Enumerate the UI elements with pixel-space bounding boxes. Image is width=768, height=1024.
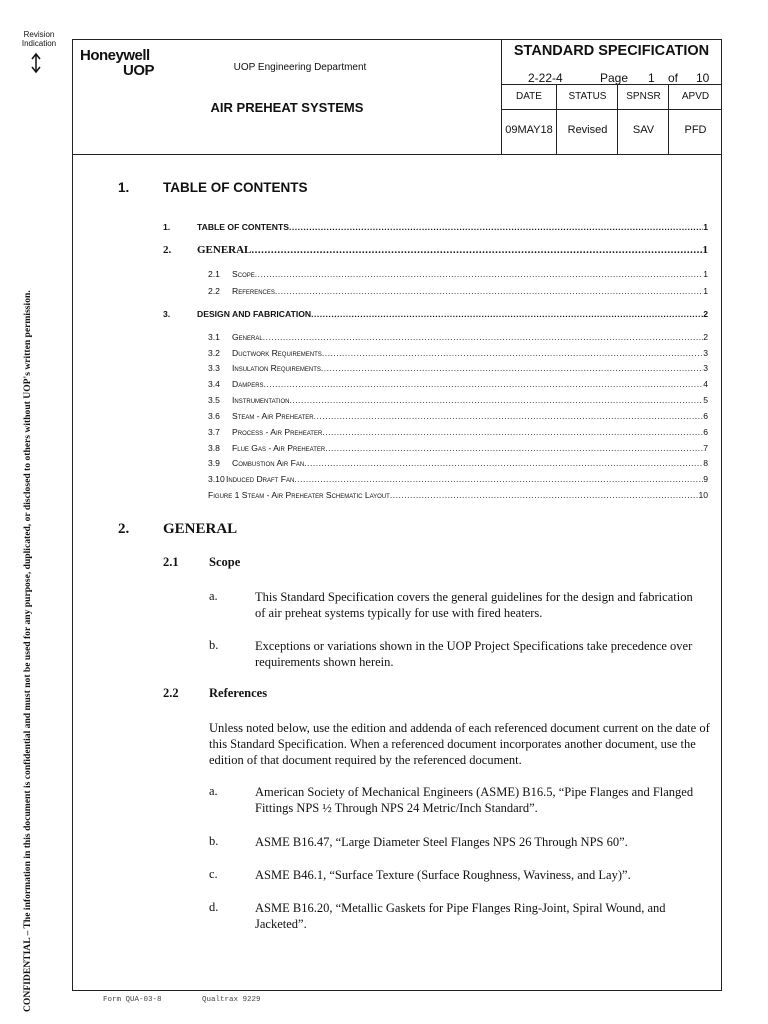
toc-leader-dots <box>275 286 703 296</box>
toc-entry-page: 2 <box>703 332 708 342</box>
toc-leader-dots <box>294 474 703 484</box>
toc-entry-number: 3.6 <box>208 411 220 421</box>
subsection-title: References <box>209 686 268 700</box>
toc-entry[interactable] <box>208 286 708 296</box>
toc-entry-label: Ductwork Requirements <box>232 348 322 358</box>
list-item-text: American Society of Mechanical Engineers (ASME) B16.5, “Pipe Flanges and Flanged Fittings NPS ½ Through NPS 24 Metric/Inch Standard”. <box>255 785 694 815</box>
toc-entry-page: 10 <box>698 490 708 500</box>
list-marker: c. <box>209 867 218 881</box>
form-code: Form QUA-03-8 <box>103 996 162 1004</box>
of-word: of <box>668 71 679 85</box>
toc-entry[interactable] <box>208 474 708 484</box>
toc-entry-number: 3.3 <box>208 363 220 373</box>
section-number: 2. <box>118 521 130 537</box>
toc-entry-number: 2. <box>163 244 172 256</box>
bottom-border <box>72 990 722 991</box>
toc-entry-label: References <box>232 286 275 296</box>
value-spnsr: SAV <box>632 124 655 136</box>
toc-entry[interactable] <box>208 443 708 453</box>
toc-entry-label: Insulation Requirements <box>232 363 321 373</box>
subsection-title: Scope <box>209 555 241 569</box>
toc-entry-label: Flue Gas - Air Preheater <box>232 443 326 453</box>
toc-entry[interactable] <box>208 379 708 389</box>
toc-entry-number: 3.2 <box>208 348 220 358</box>
page-number: 1 <box>648 71 655 85</box>
toc-entry[interactable] <box>163 244 708 256</box>
toc-entry-number: 2.2 <box>208 286 220 296</box>
list-marker: b. <box>209 834 219 848</box>
toc-entry-label: Instrumentation <box>232 395 290 405</box>
toc-leader-dots <box>263 332 704 342</box>
toc-leader-dots <box>321 363 703 373</box>
qualtrax-id: Qualtrax 9229 <box>202 996 261 1004</box>
toc-entry-page: 3 <box>703 363 708 373</box>
confidential-notice: CONFIDENTIAL – The information in this document is confidential and must not be used for any purpose, duplicated, or disclosed to others without UOP's written permission. <box>22 290 33 1012</box>
toc-heading: TABLE OF CONTENTS <box>163 180 308 195</box>
header-bottom-border <box>72 154 722 155</box>
toc-entry[interactable] <box>163 222 708 232</box>
col-apvd: APVD <box>681 91 710 102</box>
toc-entry[interactable] <box>208 411 708 421</box>
right-border <box>721 39 722 991</box>
toc-leader-dots <box>255 269 703 279</box>
toc-entry-page: 5 <box>703 395 708 405</box>
toc-entry[interactable] <box>208 332 708 342</box>
toc-entry-label: General <box>232 332 263 342</box>
col-spnsr: SPNSR <box>626 91 661 102</box>
toc-entry-number: 2.1 <box>208 269 220 279</box>
col-date: DATE <box>516 91 542 102</box>
toc-entry[interactable] <box>208 348 708 358</box>
value-apvd: PFD <box>684 124 707 136</box>
toc-leader-dots <box>314 411 704 421</box>
left-border <box>72 39 73 991</box>
toc-entry[interactable] <box>208 363 708 373</box>
toc-entry-number: 3.5 <box>208 395 220 405</box>
list-item-text: ASME B46.1, “Surface Texture (Surface Roughness, Waviness, and Lay)”. <box>255 868 631 882</box>
toc-leader-dots <box>322 427 703 437</box>
toc-leader-dots <box>390 490 699 500</box>
toc-entry[interactable] <box>163 309 708 319</box>
toc-entry-label: GENERAL <box>197 244 252 256</box>
toc-entry-page: 6 <box>703 427 708 437</box>
list-item-text: This Standard Specification covers the general guidelines for the design and fabrication of air preheat systems typically for use with fired heaters. <box>255 590 693 620</box>
list-marker: b. <box>209 638 219 652</box>
up-down-arrow-icon <box>29 52 43 74</box>
toc-entry-page: 2 <box>703 309 708 319</box>
spec-title: STANDARD SPECIFICATION <box>513 43 710 59</box>
toc-entry-number: 3.10 <box>208 474 225 484</box>
toc-entry-page: 1 <box>703 222 708 232</box>
toc-leader-dots <box>325 443 703 453</box>
section-title: GENERAL <box>163 521 238 537</box>
list-marker: d. <box>209 900 219 914</box>
toc-entry-label: Combustion Air Fan <box>232 458 305 468</box>
toc-entry-label: Figure 1 Steam - Air Preheater Schematic Layout <box>208 490 390 500</box>
toc-entry[interactable] <box>208 490 708 500</box>
toc-entry-label: Induced Draft Fan <box>226 474 295 484</box>
toc-leader-dots <box>290 395 704 405</box>
spec-table-line-2 <box>501 109 722 110</box>
toc-entry[interactable] <box>208 395 708 405</box>
toc-entry-label: Steam - Air Preheater <box>232 411 314 421</box>
logo-honeywell: Honeywell <box>80 47 150 64</box>
list-item-text: ASME B16.47, “Large Diameter Steel Flanges NPS 26 Through NPS 60”. <box>255 835 628 849</box>
honeywell-uop-logo <box>80 48 160 78</box>
toc-entry[interactable] <box>208 269 708 279</box>
logo-uop: UOP <box>122 62 154 79</box>
toc-entry-page: 1 <box>702 244 708 256</box>
toc-entry-page: 1 <box>703 269 708 279</box>
toc-leader-dots <box>289 222 703 232</box>
toc-leader-dots <box>304 458 703 468</box>
subsection-number: 2.2 <box>163 686 179 700</box>
spec-number: 2-22-4 <box>528 71 563 85</box>
toc-leader-dots <box>322 348 703 358</box>
page-total: 10 <box>696 71 710 85</box>
list-item-text: Exceptions or variations shown in the UOP Project Specifications take precedence over requirements shown herein. <box>255 639 693 669</box>
toc-entry-number: 3.8 <box>208 443 220 453</box>
top-border <box>72 39 722 40</box>
value-status: Revised <box>567 124 608 136</box>
toc-entry-page: 6 <box>703 411 708 421</box>
toc-leader-dots <box>264 379 704 389</box>
toc-entry-page: 3 <box>703 348 708 358</box>
toc-entry-label: DESIGN AND FABRICATION <box>197 309 312 319</box>
subsection-number: 2.1 <box>163 555 179 569</box>
list-marker: a. <box>209 784 218 798</box>
toc-heading-number: 1. <box>118 180 130 195</box>
value-date: 09MAY18 <box>505 124 553 136</box>
list-item-text: ASME B16.20, “Metallic Gaskets for Pipe Flanges Ring-Joint, Spiral Wound, and Jacketed”. <box>255 901 666 931</box>
toc-entry-number: 3.4 <box>208 379 220 389</box>
page-word: Page <box>600 71 629 85</box>
toc-entry-page: 1 <box>703 286 708 296</box>
document-title: AIR PREHEAT SYSTEMS <box>210 100 364 115</box>
references-intro: Unless noted below, use the edition and addenda of each referenced document current on the date of this Standard Specification. When a referenced document incorporates another document, use the edition of that document required by the referenced document. <box>209 721 710 767</box>
toc-entry-number: 3. <box>163 309 171 319</box>
toc-entry-number: 3.7 <box>208 427 220 437</box>
toc-entry[interactable] <box>208 458 708 468</box>
list-marker: a. <box>209 589 218 603</box>
toc-entry-number: 3.9 <box>208 458 220 468</box>
toc-entry-label: TABLE OF CONTENTS <box>197 222 289 232</box>
toc-entry-label: Dampers <box>232 379 264 389</box>
revision-indication-label: Revision Indication <box>21 30 57 48</box>
toc-entry-number: 1. <box>163 222 171 232</box>
toc-entry-number: 3.1 <box>208 332 220 342</box>
col-status: STATUS <box>568 91 607 102</box>
toc-entry-page: 4 <box>703 379 708 389</box>
toc-entry-page: 9 <box>703 474 708 484</box>
toc-leader-dots <box>311 309 703 319</box>
toc-entry-label: Scope <box>232 269 255 279</box>
toc-entry-page: 7 <box>703 443 708 453</box>
toc-entry-page: 8 <box>703 458 708 468</box>
toc-entry-label: Process - Air Preheater <box>232 427 323 437</box>
toc-leader-dots <box>251 244 702 256</box>
toc-entry[interactable] <box>208 427 708 437</box>
department-name: UOP Engineering Department <box>233 62 367 73</box>
